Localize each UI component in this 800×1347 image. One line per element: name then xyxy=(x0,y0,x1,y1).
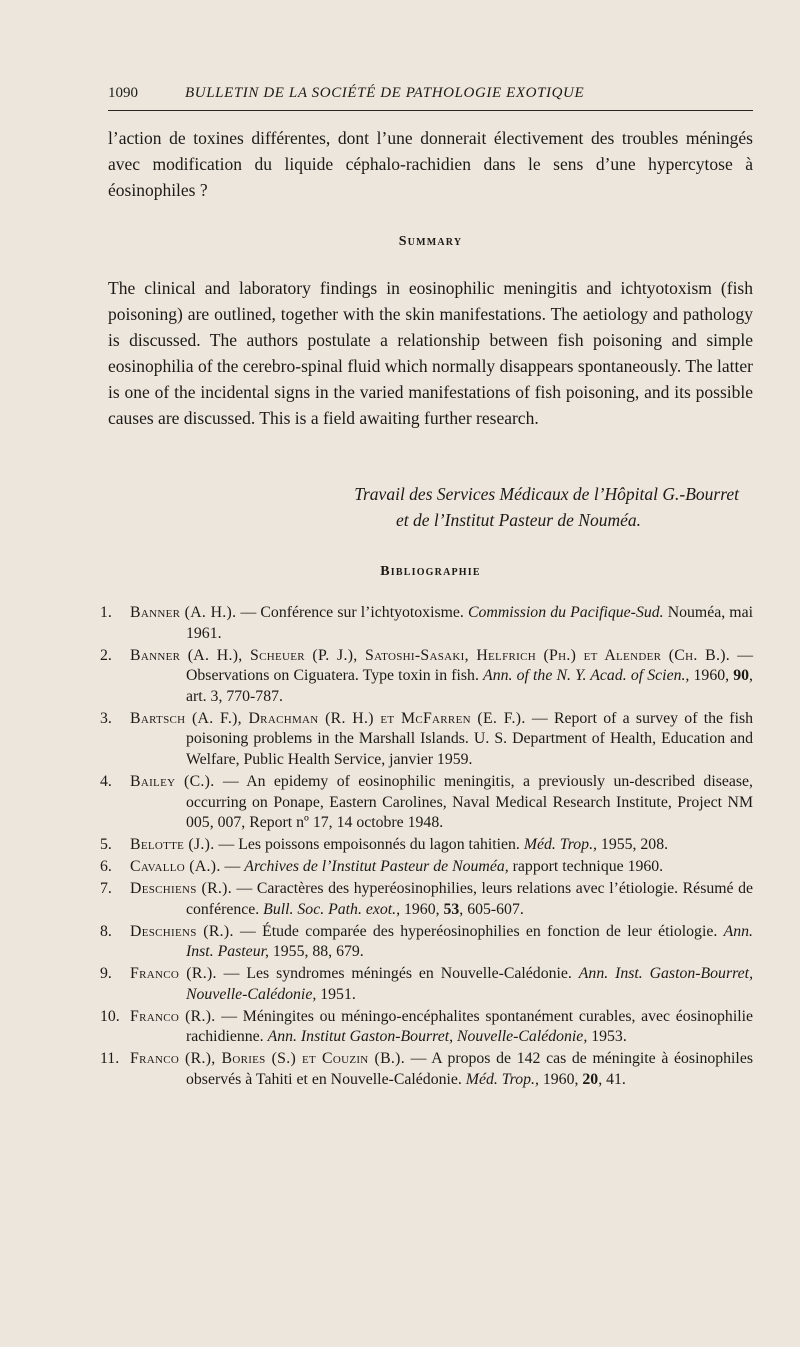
entry-authors: Bartsch (A. F.), Drachman (R. H.) et McFarren (E. F.). xyxy=(130,709,526,727)
bibliography-entry xyxy=(100,646,753,708)
entry-authors: Banner (A. H.). xyxy=(130,604,237,621)
journal-title: BULLETIN DE LA SOCIÉTÉ DE PATHOLOGIE EXOTIQUE xyxy=(185,85,585,101)
entry-source: Ann. Inst. Gaston-Bourret, Nouvelle-Calédonie, xyxy=(186,965,754,1003)
entry-tail-2: , art. 3, 770-787. xyxy=(186,667,753,705)
bibliography-list xyxy=(100,603,753,1092)
entry-tail-2: , 41. xyxy=(598,1070,626,1088)
affiliation-line-2: et de l’Institut Pasteur de Nouméa. xyxy=(396,510,641,530)
entry-source: Ann. of the N. Y. Acad. of Scien., xyxy=(483,667,690,685)
entry-text: — A propos de 142 cas de méningite à éosinophiles observés à Tahiti et en Nouvelle-Calédonie. xyxy=(186,1050,753,1088)
entry-number: 5. xyxy=(100,836,112,854)
affiliation xyxy=(108,481,753,533)
summary-heading: Summary xyxy=(398,234,463,249)
entry-text: — Les poissons empoisonnés du lagon tahitien. xyxy=(214,836,524,854)
entry-tail: 1960, xyxy=(689,667,734,685)
bibliography-entry xyxy=(100,922,753,963)
entry-authors: Deschiens (R.). xyxy=(130,880,232,898)
entry-number: 9. xyxy=(100,965,112,983)
entry-source: Méd. Trop., xyxy=(465,1070,539,1088)
bibliography-entry xyxy=(100,603,753,644)
running-head xyxy=(108,82,753,104)
entry-text: — Observations on Ciguatera. Type toxin in fish. xyxy=(186,646,753,685)
affiliation-line-1: Travail des Services Médicaux de l’Hôpital G.-Bourret xyxy=(354,484,739,504)
entry-authors: Belotte (J.). xyxy=(130,836,215,854)
entry-number: 3. xyxy=(100,709,112,727)
entry-text: — An epidemy of eosinophilic meningitis, a previously un-described disease, occurring on Ponape, Eastern Carolines, Naval Medical Research Institute, Project NM 005, 007, Report nº 17, 14 octobre 1948. xyxy=(186,772,753,832)
entry-number: 8. xyxy=(100,922,112,940)
entry-tail: Nouméa, mai 1961. xyxy=(186,604,753,642)
entry-source: Bull. Soc. Path. exot., xyxy=(263,900,401,918)
entry-number: 2. xyxy=(100,646,112,664)
bibliography-entry xyxy=(100,772,753,834)
entry-volume: 20 xyxy=(582,1070,599,1088)
entry-number: 7. xyxy=(100,880,112,898)
header-rule xyxy=(108,110,753,111)
entry-number: 11. xyxy=(100,1050,120,1068)
summary-paragraph: The clinical and laboratory findings in eosinophilic meningitis and ichtyotoxism (fish poisoning) are outlined, together with the skin manifestations. The aetiology and pathology is discussed. The authors postulate a relationship between fish poisoning and simple eosinophilia of the cerebro-spinal fluid which normally disappears spontaneously. The latter is one of the incidental signs in the varied manifestations of fish poisoning, and its possible causes are discussed. This is a field awaiting further research. xyxy=(108,278,753,428)
entry-authors: Franco (R.). xyxy=(130,965,217,983)
entry-authors: Cavallo (A.). xyxy=(130,858,221,876)
entry-number: 10. xyxy=(100,1007,120,1025)
entry-authors: Bailey (C.). xyxy=(130,772,215,790)
intro-paragraph: l’action de toxines différentes, dont l’une donnerait électivement des troubles méningés avec modification du liquide céphalo-rachidien dans le sens d’une hypercytose à éosinophiles ? xyxy=(108,128,753,200)
bibliography-entry xyxy=(100,1049,753,1090)
entry-volume: 90 xyxy=(733,667,750,685)
entry-text: — Report of a survey of the fish poisoning problems in the Marshall Islands. U. S. Department of Health, Education and Welfare, Public Health Service, janvier 1959. xyxy=(186,709,753,768)
entry-source: Commission du Pacifique-Sud. xyxy=(467,604,664,621)
entry-authors: Deschiens (R.). xyxy=(130,922,234,940)
entry-text: — Étude comparée des hyperéosinophilies en fonction de leur étiologie. xyxy=(233,922,724,940)
entry-number: 4. xyxy=(100,772,112,790)
entry-tail-2: , 605-607. xyxy=(459,900,524,918)
entry-authors: Franco (R.). xyxy=(130,1007,216,1025)
bibliography-entry xyxy=(100,1007,753,1048)
entry-text: — Méningites ou méningo-encéphalites spontanément curables, avec éosinophilie rachidienne. xyxy=(186,1007,754,1046)
entry-tail: rapport technique 1960. xyxy=(508,858,664,876)
entry-authors: Franco (R.), Bories (S.) et Couzin (B.). xyxy=(130,1050,405,1068)
entry-tail: 1960, xyxy=(400,900,444,918)
entry-authors: Banner (A. H.), Scheuer (P. J.), Satoshi-Sasaki, Helfrich (Ph.) et Alender (Ch. B.). xyxy=(130,646,730,664)
entry-tail: 1953. xyxy=(587,1028,627,1046)
entry-source: Ann. Institut Gaston-Bourret, Nouvelle-Calédonie, xyxy=(267,1028,588,1046)
bibliography-entry xyxy=(100,964,753,1005)
entry-number: 6. xyxy=(100,858,112,876)
entry-tail: 1955, 88, 679. xyxy=(268,943,364,961)
entry-source: Ann. Inst. Pasteur, xyxy=(186,922,753,961)
bibliography-entry xyxy=(100,835,753,856)
entry-volume: 53 xyxy=(443,900,460,918)
bibliography-heading: Bibliographie xyxy=(380,564,481,579)
page-number: 1090 xyxy=(108,85,138,101)
entry-tail: 1955, 208. xyxy=(596,836,669,854)
entry-number: 1. xyxy=(100,604,112,621)
entry-tail: 1951. xyxy=(316,985,356,1003)
entry-source: Méd. Trop., xyxy=(523,836,597,854)
entry-text: — Caractères des hyperéosinophilies, leurs relations avec l’étiologie. Résumé de conférence. xyxy=(186,880,753,918)
bibliography-entry xyxy=(100,857,753,878)
entry-tail: 1960, xyxy=(538,1070,583,1088)
bibliography-entry xyxy=(100,709,753,771)
bibliography-entry xyxy=(100,879,753,920)
entry-text: — Les syndromes méningés en Nouvelle-Calédonie. xyxy=(216,965,579,983)
entry-text: — Conférence sur l’ichtyotoxisme. xyxy=(236,604,468,621)
entry-text: — xyxy=(220,858,245,876)
entry-source: Archives de l’Institut Pasteur de Nouméa, xyxy=(244,858,509,876)
